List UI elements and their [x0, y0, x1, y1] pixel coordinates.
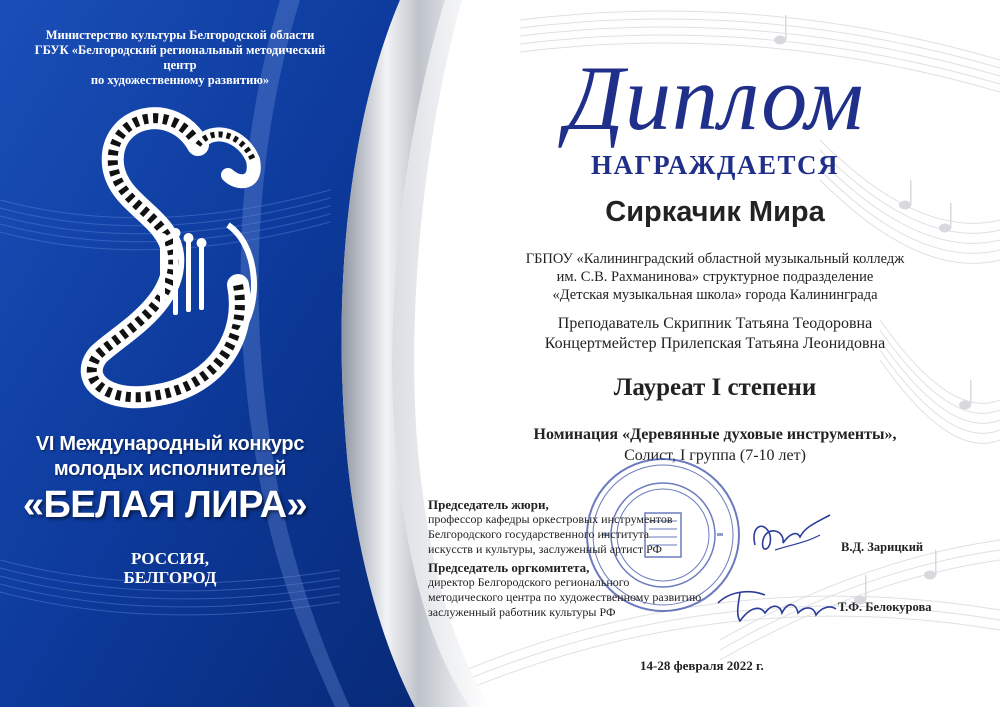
contest-title-line: молодых исполнителей: [53, 458, 287, 480]
teacher-line: Преподаватель Скрипник Татьяна Теодоровна: [557, 315, 873, 332]
jury-role: Председатель жюри,: [428, 497, 549, 512]
orgcom-role: Председатель оргкомитета,: [428, 560, 590, 575]
jury-chair-name: В.Д. Зарицкий: [841, 540, 924, 554]
location-line: РОССИЯ,: [130, 549, 210, 568]
institution-line: им. С.В. Рахманинова» структурное подразделение: [556, 269, 874, 285]
diploma-title: Диплом: [565, 47, 865, 149]
contest-title: [10, 432, 330, 482]
orgcom-signature-block: [428, 560, 701, 620]
location: [70, 549, 270, 587]
ministry-header: [20, 28, 340, 88]
contest-name: «БЕЛАЯ ЛИРА»: [22, 484, 308, 526]
ministry-line: Министерство культуры Белгородской области: [45, 28, 315, 42]
teachers: [470, 314, 960, 354]
winner-name: Сиркачик Мира: [605, 196, 825, 228]
teacher-line: Концертмейстер Прилепская Татьяна Леонидовна: [544, 335, 886, 352]
contest-title-line: VI Международный конкурс: [35, 433, 305, 455]
orgcom-title-line: заслуженный работник культуры РФ: [428, 605, 616, 619]
orgcom-title-line: директор Белгородского регионального: [428, 575, 630, 589]
ministry-line: по художественному развитию»: [90, 73, 270, 87]
jury-title-line: Белгородского государственного института: [428, 527, 650, 541]
category: Солист, I группа (7-10 лет): [624, 447, 806, 464]
awarded-heading: НАГРАЖДАЕТСЯ: [590, 150, 839, 180]
institution-line: «Детская музыкальная школа» города Калининграда: [552, 287, 878, 303]
orgcom-title-line: методического центра по художественному развитию: [428, 590, 702, 604]
award-level: Лауреат I степени: [613, 374, 817, 401]
orgcom-handwritten-signature: [710, 583, 840, 628]
nomination: Номинация «Деревянные духовые инструменты»,: [533, 426, 897, 443]
jury-title-line: искусств и культуры, заслуженный артист РФ: [428, 542, 663, 556]
contest-date: 14-28 февраля 2022 г.: [640, 658, 764, 673]
ministry-line: ГБУК «Белгородский региональный методический центр: [34, 43, 326, 72]
jury-handwritten-signature: [745, 505, 835, 565]
orgcom-chair-name: Т.Ф. Белокурова: [838, 600, 932, 614]
lyre-piano-swan-logo: [78, 105, 278, 415]
institution-line: ГБПОУ «Калининградский областной музыкальный колледж: [525, 251, 905, 267]
jury-title-line: профессор кафедры оркестровых инструментов: [428, 512, 673, 526]
location-line: БЕЛГОРОД: [123, 568, 217, 587]
jury-signature-block: [428, 497, 673, 557]
institution: [470, 250, 960, 304]
